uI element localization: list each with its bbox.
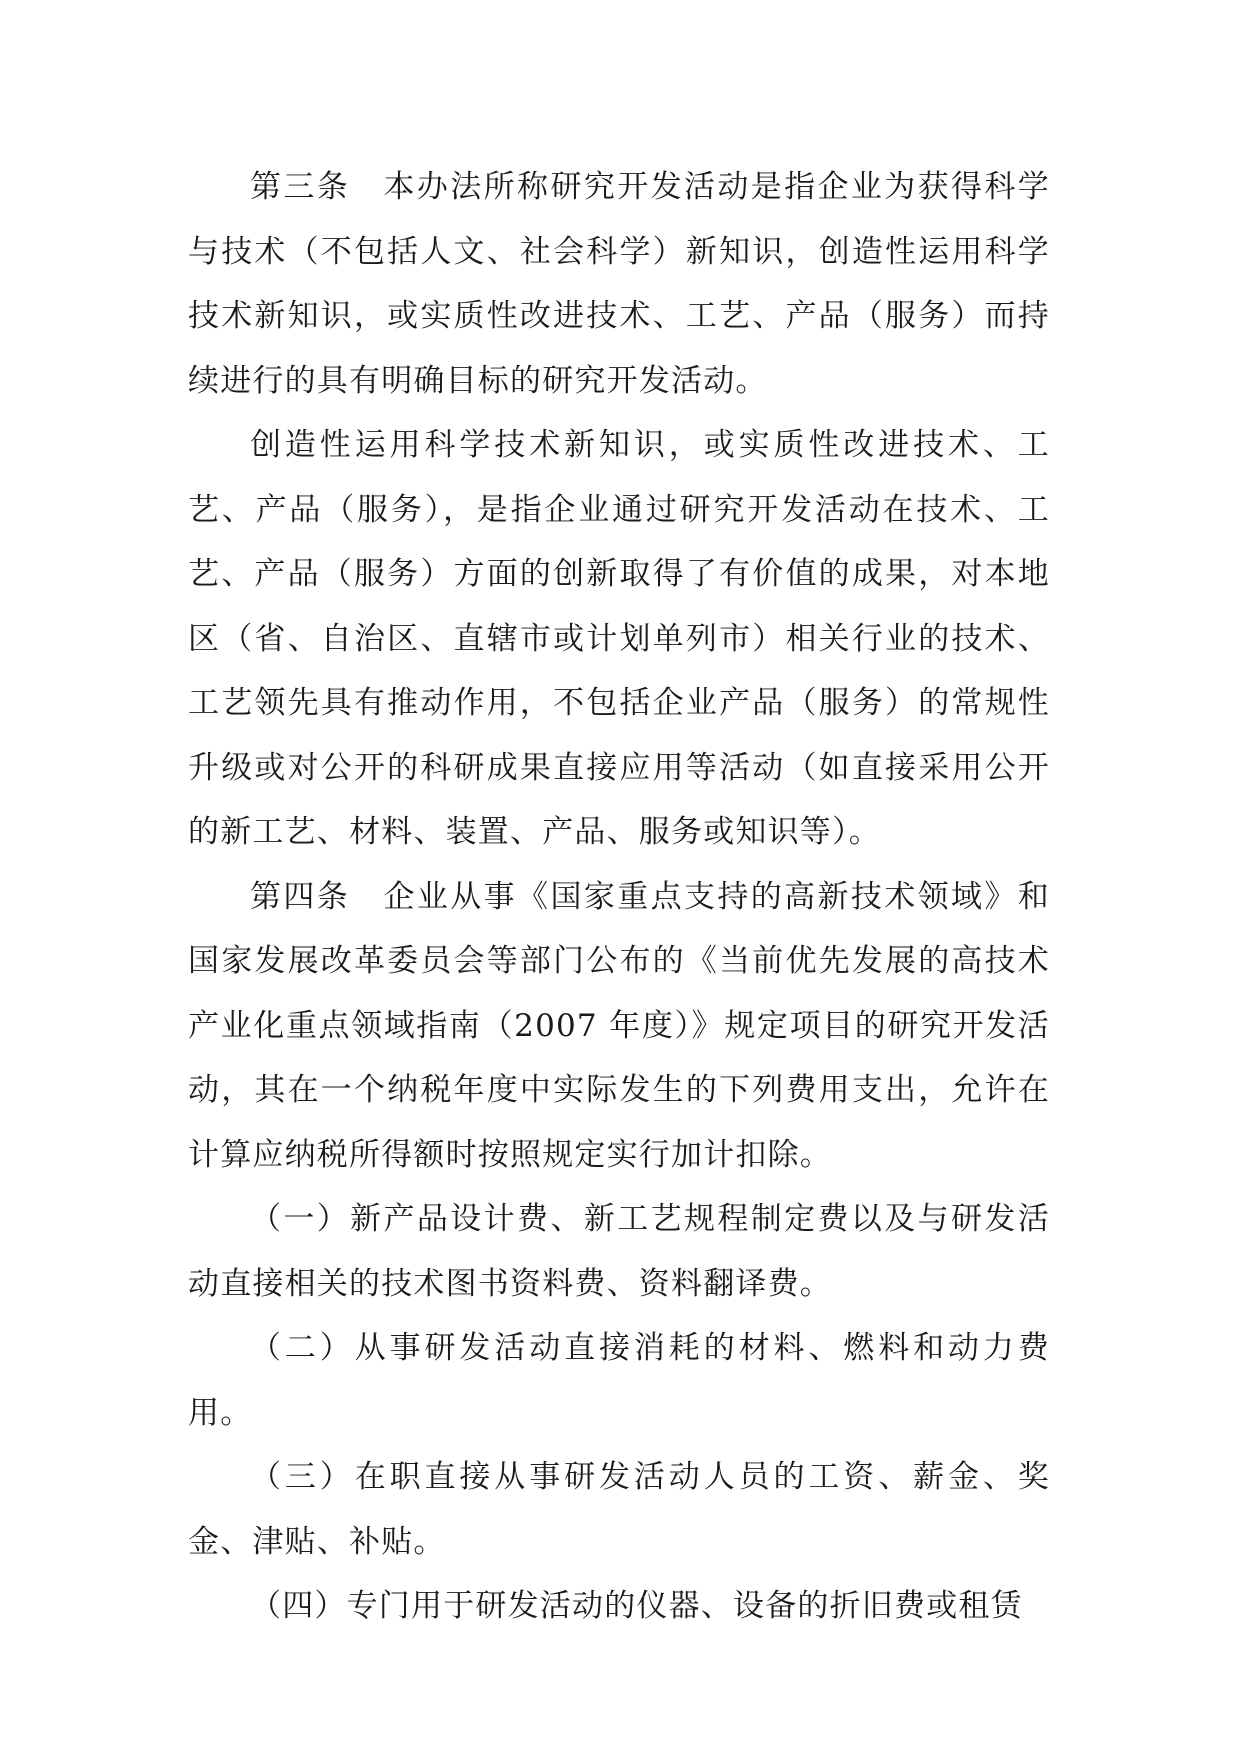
list-item-3: （三）在职直接从事研发活动人员的工资、薪金、奖金、津贴、补贴。 xyxy=(188,1459,1050,1560)
innovation-definition-paragraph: 创造性运用科学技术新知识，或实质性改进技术、工艺、产品（服务），是指企业通过研究开发活动在技术、工艺、产品（服务）方面的创新取得了有价值的成果，对本地区（省、自治区、直辖市或计划单列市）相关行业的技术、工艺领先具有推动作用，不包括企业产品（服务）的常规性升级或对公开的科研成果直接应用等活动（如直接采用公开的新工艺、材料、装置、产品、服务或知识等）。 xyxy=(188,427,1050,850)
article-4-paragraph: 第四条 企业从事《国家重点支持的高新技术领域》和国家发展改革委员会等部门公布的《当前优先发展的高技术产业化重点领域指南（2007 年度）》规定项目的研究开发活动，其在一个纳税年度中实际发生的下列费用支出，允许在计算应纳税所得额时按照规定实行加计扣除。 xyxy=(188,878,1050,1173)
list-item-2: （二）从事研发活动直接消耗的材料、燃料和动力费用。 xyxy=(188,1330,1050,1431)
document-body xyxy=(188,155,1050,1639)
list-item-4: （四）专门用于研发活动的仪器、设备的折旧费或租赁 xyxy=(250,1588,1023,1624)
article-3-paragraph: 第三条 本办法所称研究开发活动是指企业为获得科学与技术（不包括人文、社会科学）新知识，创造性运用科学技术新知识，或实质性改进技术、工艺、产品（服务）而持续进行的具有明确目标的研究开发活动。 xyxy=(188,169,1050,399)
list-item-1: （一）新产品设计费、新工艺规程制定费以及与研发活动直接相关的技术图书资料费、资料翻译费。 xyxy=(188,1201,1050,1302)
